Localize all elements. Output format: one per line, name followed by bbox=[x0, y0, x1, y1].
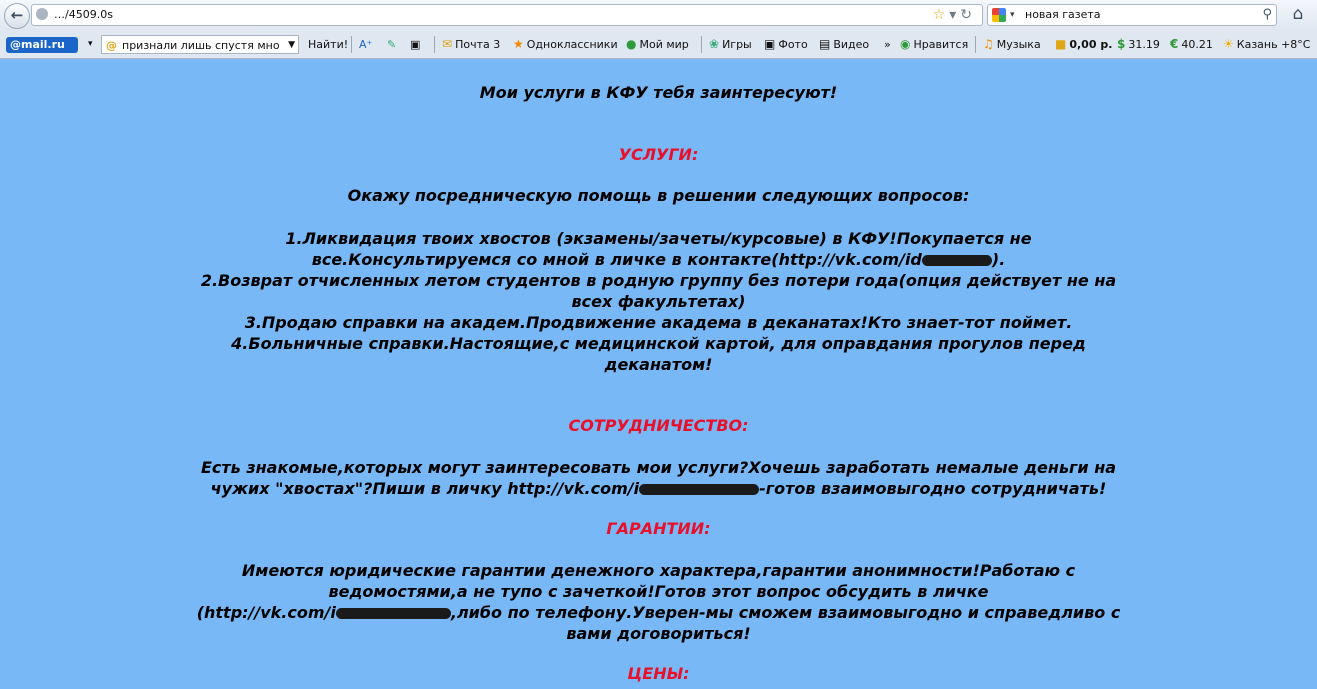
people-icon: ● bbox=[626, 37, 637, 51]
envelope-icon: ✉ bbox=[442, 37, 453, 51]
more-chevron-button[interactable]: » bbox=[884, 38, 891, 51]
cooperation-line1: Есть знакомые,которых могут заинтересовать мои услуги?Хочешь заработать немалые деньги на bbox=[200, 458, 1117, 477]
search-engine-dropdown-icon[interactable]: ▾ bbox=[1010, 10, 1015, 20]
search-bar[interactable] bbox=[987, 4, 1277, 26]
prices-heading: ЦЕНЫ: bbox=[627, 664, 690, 683]
screenshot-icon[interactable]: ▣ bbox=[410, 38, 421, 51]
mailru-toolbar bbox=[0, 31, 1317, 58]
video-link[interactable]: ▤ Видео bbox=[819, 31, 869, 58]
eur-rate[interactable]: € 40.21 bbox=[1170, 31, 1213, 58]
services-intro: Окажу посредническую помощь в решении следующих вопросов: bbox=[347, 186, 970, 205]
navigation-bar bbox=[0, 0, 1317, 30]
balance-link[interactable]: ■ 0,00 р. bbox=[1055, 31, 1112, 58]
history-dropdown-icon[interactable]: ▾ bbox=[949, 7, 961, 23]
odnoklassniki-icon: ★ bbox=[513, 37, 524, 51]
usd-rate[interactable]: $ 31.19 bbox=[1117, 31, 1160, 58]
google-icon[interactable] bbox=[992, 8, 1006, 22]
cooperation-line2: чужих "хвостах"?Пиши в личку http://vk.com/i -готов взаимовыгодно сотрудничать! bbox=[210, 479, 1107, 498]
odnoklassniki-link[interactable]: ★ Одноклассники bbox=[513, 31, 618, 58]
cooperation-text bbox=[0, 457, 1317, 499]
chevron-down-icon[interactable]: ▼ bbox=[288, 40, 295, 50]
address-bar-actions bbox=[933, 5, 976, 25]
like-link[interactable]: ◉ Нравится bbox=[900, 31, 968, 58]
divider bbox=[434, 36, 435, 53]
page-content bbox=[0, 58, 1317, 689]
mymir-link[interactable]: ● Мой мир bbox=[626, 31, 689, 58]
like-icon: ◉ bbox=[900, 37, 911, 51]
find-button[interactable]: Найти! bbox=[308, 38, 349, 51]
dollar-icon: $ bbox=[1117, 37, 1126, 51]
bookmark-star-icon[interactable]: ☆ bbox=[932, 7, 950, 23]
highlighter-icon[interactable]: ✎ bbox=[387, 38, 397, 51]
guarantees-heading: ГАРАНТИИ: bbox=[606, 519, 711, 538]
home-icon[interactable]: ⌂ bbox=[1292, 4, 1304, 24]
site-identity-icon[interactable] bbox=[36, 8, 48, 20]
item2-line2: всех факультетах) bbox=[571, 292, 746, 311]
search-icon[interactable]: ⚲ bbox=[1262, 7, 1272, 22]
divider bbox=[975, 36, 976, 53]
address-bar[interactable] bbox=[31, 4, 983, 26]
mail-link[interactable]: ✉ Почта 3 bbox=[442, 31, 500, 58]
back-arrow-icon[interactable]: ← bbox=[4, 3, 30, 29]
photo-link[interactable]: ▣ Фото bbox=[764, 31, 808, 58]
item4-line1: 4.Больничные справки.Настоящие,с медицинской картой, для оправдания прогулов перед bbox=[231, 334, 1086, 353]
games-link[interactable]: ❀ Игры bbox=[709, 31, 752, 58]
page-title: Мои услуги в КФУ тебя заинтересуют! bbox=[479, 83, 838, 102]
mailru-logo[interactable]: @mail.ru bbox=[6, 37, 78, 53]
search-input[interactable]: новая газета bbox=[1025, 8, 1101, 21]
services-list bbox=[0, 228, 1317, 375]
guarantees-line2: ведомостями,а не тупо с зачеткой!Готов этот вопрос обсудить в личке bbox=[328, 582, 989, 601]
camera-icon: ▣ bbox=[764, 37, 776, 51]
redaction-scribble bbox=[639, 484, 759, 495]
music-icon: ♫ bbox=[983, 37, 994, 51]
url-text[interactable]: …/4509.0s bbox=[54, 8, 113, 21]
film-icon: ▤ bbox=[819, 37, 831, 51]
logo-dropdown-icon[interactable]: ▾ bbox=[88, 39, 93, 49]
item1-line2: все.Консультируемся со мной в личке в контакте(http://vk.com/id ). bbox=[311, 250, 1006, 269]
guarantees-line4: вами договориться! bbox=[566, 624, 751, 643]
item2-line1: 2.Возврат отчисленных летом студентов в родную группу без потери года(опция действует не на bbox=[200, 271, 1117, 290]
guarantees-text bbox=[0, 560, 1317, 644]
divider bbox=[351, 36, 352, 53]
toolbar-search-input[interactable]: @ признали лишь спустя мно ▼ bbox=[101, 35, 299, 54]
redaction-scribble bbox=[922, 255, 992, 266]
item3: 3.Продаю справки на академ.Продвижение академа в деканатах!Кто знает-тот поймет. bbox=[244, 313, 1073, 332]
euro-icon: € bbox=[1170, 37, 1179, 51]
divider bbox=[701, 36, 702, 53]
reload-icon[interactable]: ↻ bbox=[960, 7, 976, 23]
text-size-icon[interactable]: A⁺ bbox=[359, 38, 373, 51]
mail-search-icon: @ bbox=[106, 39, 117, 52]
cooperation-heading: СОТРУДНИЧЕСТВО: bbox=[568, 416, 749, 435]
guarantees-line3: (http://vk.com/i ,либо по телефону.Уверен-мы сможем взаимовыгодно и справедливо с bbox=[196, 603, 1121, 622]
games-icon: ❀ bbox=[709, 37, 720, 51]
sun-icon: ☀ bbox=[1223, 37, 1234, 51]
browser-chrome bbox=[0, 0, 1317, 59]
redaction-scribble bbox=[336, 608, 451, 619]
item4-line2: деканатом! bbox=[604, 355, 713, 374]
weather-link[interactable]: ☀ Казань +8°C bbox=[1223, 31, 1310, 58]
guarantees-line1: Имеются юридические гарантии денежного характера,гарантии анонимности!Работаю с bbox=[241, 561, 1076, 580]
wallet-icon: ■ bbox=[1055, 37, 1067, 51]
item1-line1: 1.Ликвидация твоих хвостов (экзамены/зачеты/курсовые) в КФУ!Покупается не bbox=[285, 229, 1032, 248]
services-heading: УСЛУГИ: bbox=[618, 145, 699, 164]
music-link[interactable]: ♫ Музыка bbox=[983, 31, 1041, 58]
